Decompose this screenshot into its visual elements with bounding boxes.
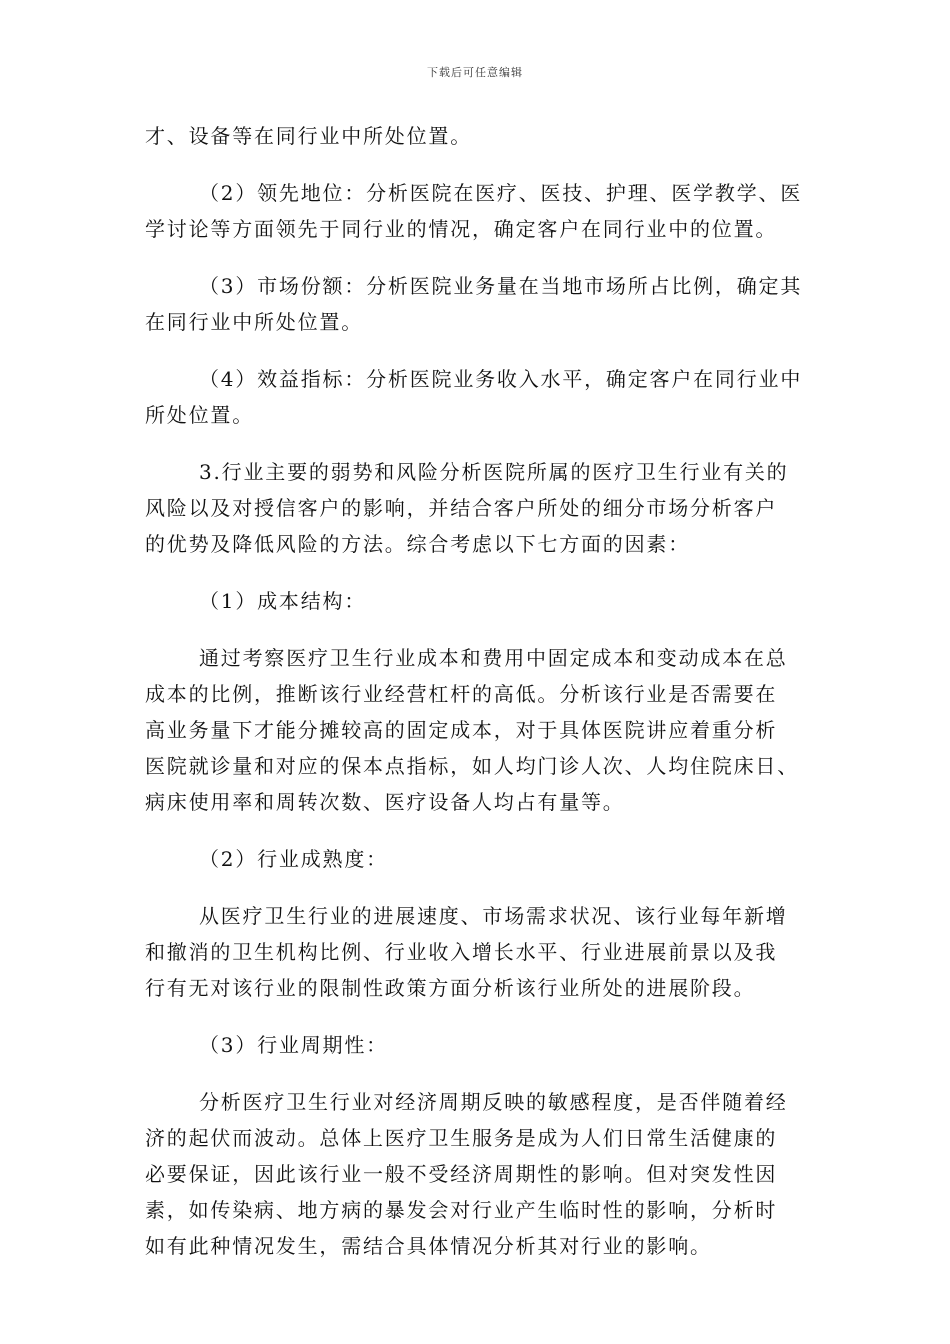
- paragraph-line: 风险以及对授信客户的影响，并结合客户所处的细分市场分析客户: [145, 496, 778, 520]
- paragraph-line: 和撤消的卫生机构比例、行业收入增长水平、行业进展前景以及我: [145, 940, 778, 964]
- paragraph-line: 医院就诊量和对应的保本点指标，如人均门诊人次、人均住院床日、: [145, 754, 799, 778]
- paragraph-line: 高业务量下才能分摊较高的固定成本，对于具体医院讲应着重分析: [145, 718, 778, 742]
- paragraph: [145, 1027, 815, 1063]
- paragraph-line: 病床使用率和周转次数、医疗设备人均占有量等。: [145, 790, 625, 814]
- paragraph-line: 分析医疗卫生行业对经济周期反映的敏感程度，是否伴随着经: [199, 1090, 788, 1114]
- paragraph: [145, 361, 815, 433]
- paragraph-line: （2）行业成熟度：: [199, 847, 388, 871]
- paragraph-line: 学讨论等方面领先于同行业的情况，确定客户在同行业中的位置。: [145, 217, 778, 241]
- paragraph: [145, 175, 815, 247]
- paragraph-line: 所处位置。: [145, 403, 254, 427]
- paragraph-line: 才、设备等在同行业中所处位置。: [145, 124, 472, 148]
- paragraph: [145, 118, 815, 154]
- paragraph-line: 成本的比例，推断该行业经营杠杆的高低。分析该行业是否需要在: [145, 682, 778, 706]
- paragraph: [145, 898, 815, 1006]
- paragraph-line: 行有无对该行业的限制性政策方面分析该行业所处的进展阶段。: [145, 976, 756, 1000]
- page-header: 下载后可任意编辑: [427, 66, 523, 79]
- paragraph-line: （2）领先地位：分析医院在医疗、医技、护理、医学教学、医: [199, 181, 803, 205]
- paragraph: [145, 454, 815, 562]
- paragraph-line: 素，如传染病、地方病的暴发会对行业产生临时性的影响，分析时: [145, 1198, 778, 1222]
- paragraph-line: （4）效益指标：分析医院业务收入水平，确定客户在同行业中: [199, 367, 803, 391]
- paragraph-line: 在同行业中所处位置。: [145, 310, 363, 334]
- paragraph: [145, 640, 815, 820]
- paragraph: [145, 583, 815, 619]
- paragraph-line: 从医疗卫生行业的进展速度、市场需求状况、该行业每年新增: [199, 904, 788, 928]
- document-body: [145, 118, 815, 1285]
- paragraph-line: 如有此种情况发生，需结合具体情况分析其对行业的影响。: [145, 1234, 712, 1258]
- paragraph-line: 通过考察医疗卫生行业成本和费用中固定成本和变动成本在总: [199, 646, 788, 670]
- paragraph: [145, 268, 815, 340]
- paragraph-line: （1）成本结构：: [199, 589, 367, 613]
- paragraph-line: 必要保证，因此该行业一般不受经济周期性的影响。但对突发性因: [145, 1162, 778, 1186]
- paragraph-line: （3）市场份额：分析医院业务量在当地市场所占比例，确定其: [199, 274, 803, 298]
- paragraph-line: 的优势及降低风险的方法。综合考虑以下七方面的因素：: [145, 532, 690, 556]
- paragraph-line: （3）行业周期性：: [199, 1033, 388, 1057]
- paragraph: [145, 841, 815, 877]
- paragraph: [145, 1084, 815, 1264]
- paragraph-line: 3.行业主要的弱势和风险分析医院所属的医疗卫生行业有关的: [199, 460, 789, 484]
- paragraph-line: 济的起伏而波动。总体上医疗卫生服务是成为人们日常生活健康的: [145, 1126, 778, 1150]
